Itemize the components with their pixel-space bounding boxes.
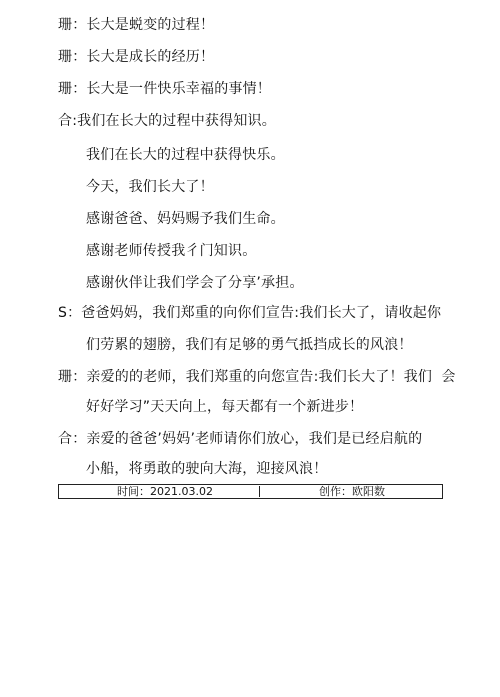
footer-author: 创作：欧阳数 xyxy=(319,485,385,498)
text-line: 合：亲爱的爸爸’妈妈’老师请你们放心，我们是已经启航的 xyxy=(58,431,423,447)
text-line: 珊：长大是一件快乐幸福的事情！ xyxy=(58,81,271,97)
text-line: 感谢老师传授我彳门知识。 xyxy=(86,243,257,259)
text-line: 合:我们在长大的过程中获得知识。 xyxy=(58,113,276,129)
text-line: 今天，我们长大了！ xyxy=(86,179,214,195)
text-line: 们劳累的翅膀，我们有足够的勇气抵挡成长的风浪！ xyxy=(86,337,413,353)
text-line: 我们在长大的过程中获得快乐。 xyxy=(86,147,285,163)
text-line: 好好学习”天天向上，每天都有一个新进步！ xyxy=(86,399,364,415)
text-line: 感谢爸爸、妈妈赐予我们生命。 xyxy=(86,211,285,227)
text-line: 珊：亲爱的的老师，我们郑重的向您宣告:我们长大了！我们 会 xyxy=(58,369,456,385)
text-line: S：爸爸妈妈，我们郑重的向你们宣告:我们长大了，请收起你 xyxy=(58,305,442,321)
footer-separator xyxy=(259,486,260,497)
text-line: 珊：长大是成长的经历！ xyxy=(58,49,215,65)
footer-time: 时间：2021.03.02 xyxy=(117,485,213,498)
text-line: 小船，将勇敢的驶向大海，迎接风浪！ xyxy=(86,461,328,477)
footer-box xyxy=(58,484,443,499)
text-line: 珊：长大是蜕变的过程！ xyxy=(58,17,215,33)
text-line: 感谢伙伴让我们学会了分享’承担。 xyxy=(86,275,304,291)
